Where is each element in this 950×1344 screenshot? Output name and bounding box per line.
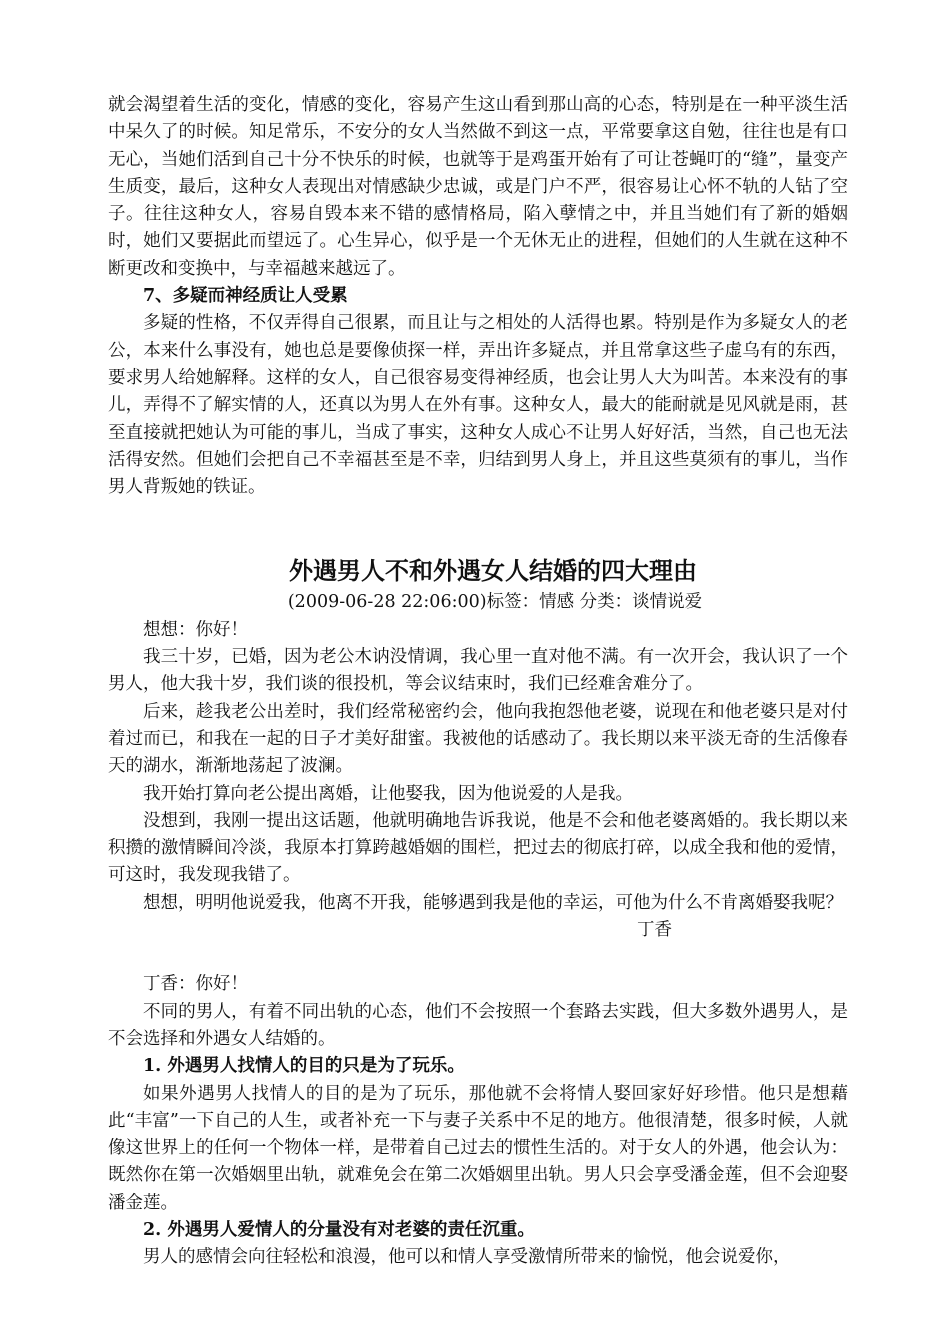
article-meta: (2009-06-28 22:06:00)标签：情感 分类：谈情说爱 [287, 592, 703, 613]
reply-greeting: 丁香：你好！ [143, 974, 248, 995]
letter-signature: 丁香 [637, 920, 672, 941]
article-title: 外遇男人不和外遇女人结婚的四大理由 [289, 556, 697, 586]
reply-paragraph: 不同的男人，有着不同出轨的心态，他们不会按照一个套路去实践，但大多数外遇男人，是不会选择和外遇女人结婚的。 [108, 1001, 848, 1049]
letter-paragraph: 我三十岁，已婚，因为老公木讷没情调，我心里一直对他不满。有一次开会，我认识了一个男人，他大我十岁，我们谈的很投机，等会议结束时，我们已经难舍难分了。 [108, 647, 848, 695]
reason-heading: 1. 外遇男人找情人的目的只是为了玩乐。 [143, 1056, 465, 1077]
reason-heading: 2. 外遇男人爱情人的分量没有对老婆的责任沉重。 [143, 1219, 535, 1240]
section-heading: 7、多疑而神经质让人受累 [143, 286, 348, 307]
letter-greeting: 想想：你好！ [143, 619, 248, 640]
letter-paragraph: 我开始打算向老公提出离婚，让他娶我，因为他说爱的人是我。 [143, 783, 633, 804]
letter-paragraph: 没想到，我刚一提出这话题，他就明确地告诉我说，他是不会和他老婆离婚的。我长期以来积攒的激情瞬间冷淡，我原本打算跨越婚姻的围栏，把过去的彻底打碎，以成全我和他的爱情，可这时，我发现我错了。 [108, 810, 848, 886]
paragraph-text: 就会渴望着生活的变化，情感的变化，容易产生这山看到那山高的心态，特别是在一种平淡生活中呆久了的时候。知足常乐，不安分的女人当然做不到这一点，平常要拿这自勉，往往也是有口无心，当她们活到自己十分不快乐的时候，也就等于是鸡蛋开始有了可让苍蝇叮的“缝”，量变产生质变，最后，这种女人表现出对情感缺少忠诚，或是门户不严，很容易让心怀不轨的人钻了空子。往往这种女人，容易自毁本来不错的感情格局，陷入孽情之中，并且当她们有了新的婚姻时，她们又要据此而望远了。心生异心，似乎是一个无休无止的进程，但她们的人生就在这种不断更改和变换中，与幸福越来越远了。 [108, 95, 848, 279]
reason-paragraph: 如果外遇男人找情人的目的是为了玩乐，那他就不会将情人娶回家好好珍惜。他只是想藉此“丰富”一下自己的人生，或者补充一下与妻子关系中不足的地方。他很清楚，很多时候，人就像这世界上的任何一个物体一样，是带着自己过去的惯性生活的。对于女人的外遇，他会认为：既然你在第一次婚姻里出轨，就难免会在第二次婚姻里出轨。男人只会享受潘金莲，但不会迎娶潘金莲。 [108, 1083, 848, 1213]
reason-paragraph: 男人的感情会向往轻松和浪漫，他可以和情人享受激情所带来的愉悦，他会说爱你， [143, 1247, 791, 1268]
paragraph-text: 多疑的性格，不仅弄得自己很累，而且让与之相处的人活得也累。特别是作为多疑女人的老公，本来什么事没有，她也总是要像侦探一样，弄出许多疑点，并且常拿这些子虚乌有的东西，要求男人给她解释。这样的女人，自己很容易变得神经质，也会让男人大为叫苦。本来没有的事儿，弄得不了解实情的人，还真以为男人在外有事。这种女人，最大的能耐就是见风就是雨，甚至直接就把她认为可能的事儿，当成了事实，这种女人成心不让男人好好活，当然，自己也无法活得安然。但她们会把自己不幸福甚至是不幸，归结到男人身上，并且这些莫须有的事儿，当作男人背叛她的铁证。 [108, 313, 848, 498]
letter-paragraph: 后来，趁我老公出差时，我们经常秘密约会，他向我抱怨他老婆，说现在和他老婆只是对付着过而已，和我在一起的日子才美好甜蜜。我被他的话感动了。我长期以来平淡无奇的生活像春天的湖水，渐渐地荡起了波澜。 [108, 701, 848, 777]
document-page [108, 92, 848, 1272]
letter-paragraph: 想想，明明他说爱我，他离不开我，能够遇到我是他的幸运，可他为什么不肯离婚娶我呢？ [143, 892, 843, 913]
